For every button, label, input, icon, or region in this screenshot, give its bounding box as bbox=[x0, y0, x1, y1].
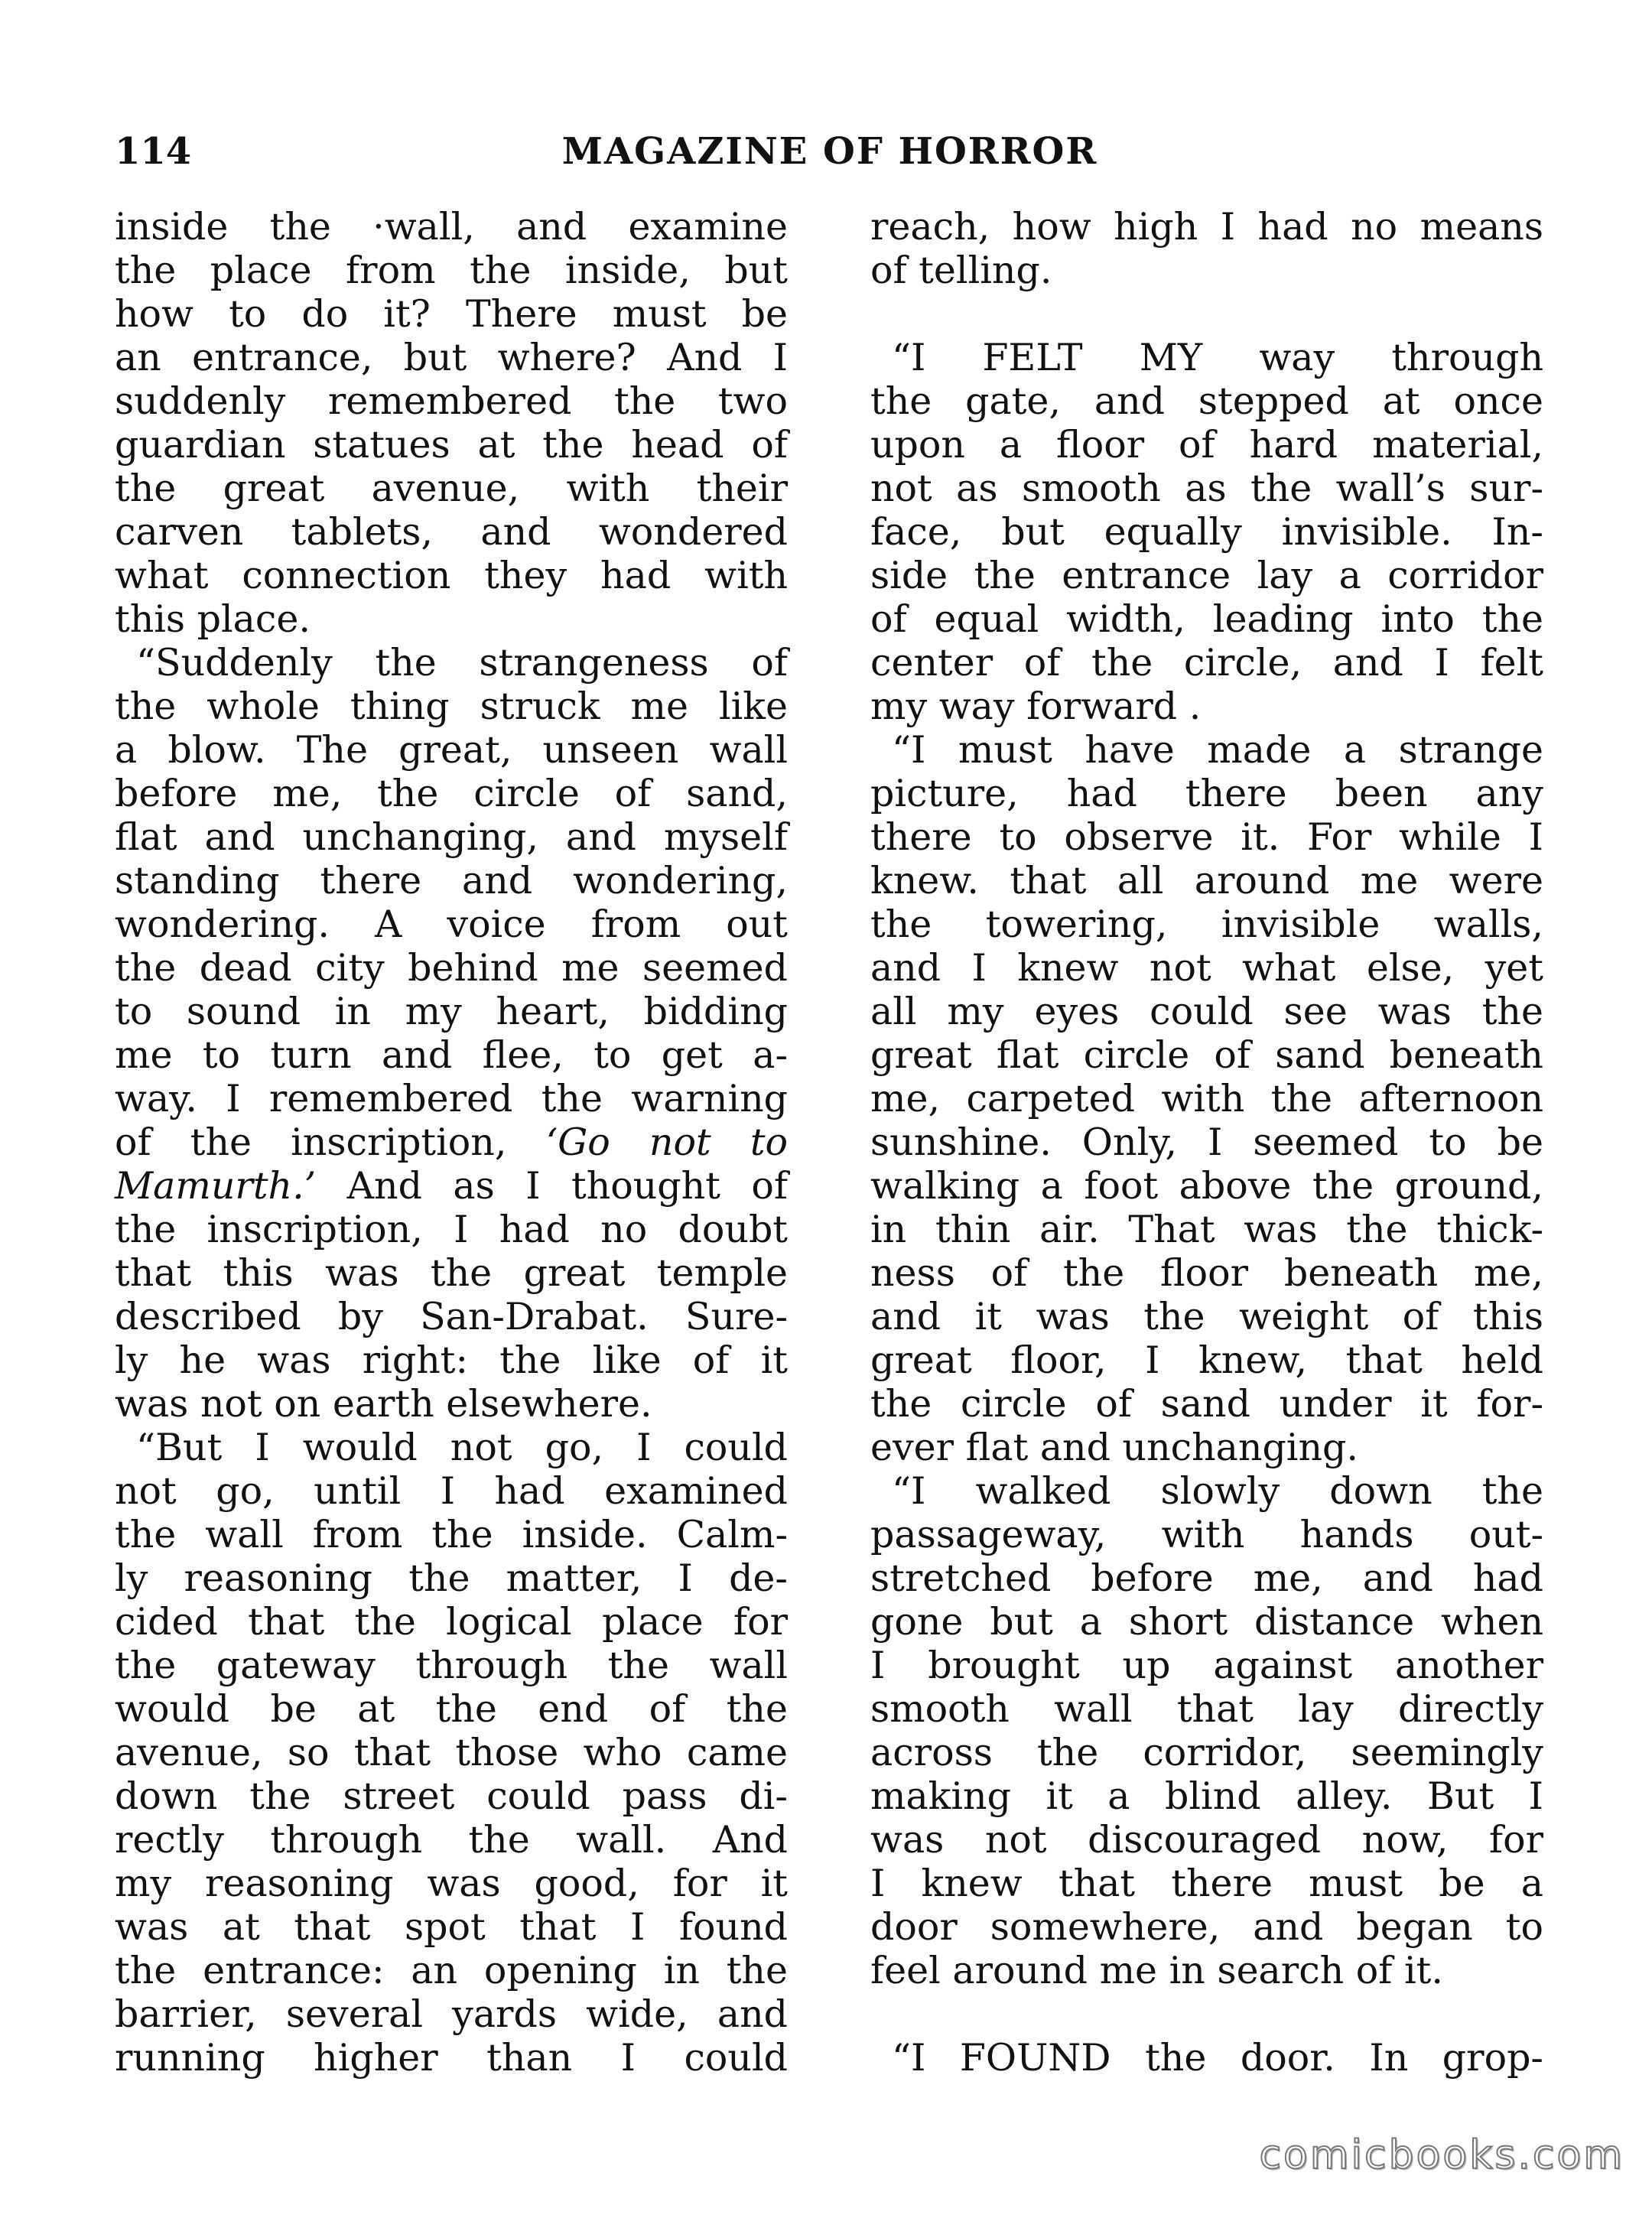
line-text: and it was the weight of this bbox=[870, 1295, 1543, 1338]
line-text: guardian statues at the head of bbox=[115, 423, 788, 467]
text-line bbox=[115, 1033, 788, 1077]
line-text: feel around me in search of it. bbox=[870, 1949, 1443, 1992]
line-text: not as smooth as the wall’s sur- bbox=[870, 467, 1543, 510]
line-text: the great avenue, with their bbox=[115, 467, 788, 510]
line-text: carven tablets, and wondered bbox=[115, 510, 788, 554]
text-line bbox=[115, 1077, 788, 1120]
text-line bbox=[870, 1033, 1543, 1077]
line-text: passageway, with hands out- bbox=[870, 1513, 1543, 1556]
text-line bbox=[115, 1687, 788, 1731]
line-italic-text: ‘Go not to bbox=[545, 1120, 789, 1164]
line-text: my way forward . bbox=[870, 685, 1202, 728]
text-line bbox=[115, 1774, 788, 1818]
text-line bbox=[870, 1120, 1543, 1164]
text-line bbox=[870, 2036, 1543, 2080]
text-line bbox=[115, 336, 788, 379]
text-line bbox=[870, 1164, 1543, 1208]
line-text: what connection they had with bbox=[115, 554, 788, 597]
text-line bbox=[115, 1251, 788, 1295]
line-text: was not on earth elsewhere. bbox=[115, 1382, 652, 1426]
text-line bbox=[870, 1208, 1543, 1251]
text-line bbox=[870, 1644, 1543, 1687]
line-text: down the street could pass di- bbox=[115, 1774, 788, 1818]
line-text: face, but equally invisible. In- bbox=[870, 510, 1543, 554]
text-line bbox=[115, 292, 788, 336]
line-text: in thin air. That was the thick- bbox=[870, 1208, 1543, 1251]
line-text: this place. bbox=[115, 597, 311, 641]
line-text: “Suddenly the strangeness of bbox=[136, 641, 788, 685]
line-text: before me, the circle of sand, bbox=[115, 772, 788, 815]
line-text: me to turn and flee, to get a- bbox=[115, 1033, 788, 1077]
line-text: great flat circle of sand beneath bbox=[870, 1033, 1543, 1077]
text-line bbox=[115, 815, 788, 859]
text-line bbox=[115, 1905, 788, 1949]
text-line bbox=[115, 1731, 788, 1774]
paragraph-break bbox=[870, 292, 1543, 336]
line-text: sunshine. Only, I seemed to be bbox=[870, 1120, 1543, 1164]
text-line bbox=[870, 990, 1543, 1033]
line-text: there to observe it. For while I bbox=[870, 815, 1543, 859]
text-line bbox=[870, 815, 1543, 859]
line-text: wondering. A voice from out bbox=[115, 902, 788, 946]
line-text: the whole thing struck me like bbox=[115, 685, 788, 728]
text-line bbox=[870, 641, 1543, 685]
text-line bbox=[870, 467, 1543, 510]
line-text: would be at the end of the bbox=[115, 1687, 788, 1731]
text-line bbox=[115, 1644, 788, 1687]
text-line bbox=[115, 1818, 788, 1862]
text-line bbox=[870, 1600, 1543, 1644]
text-line bbox=[870, 1687, 1543, 1731]
text-line bbox=[115, 1513, 788, 1556]
text-line bbox=[115, 379, 788, 423]
text-line bbox=[870, 249, 1543, 292]
line-text: suddenly remembered the two bbox=[115, 379, 788, 423]
text-line bbox=[115, 1338, 788, 1382]
text-line bbox=[115, 1120, 788, 1164]
text-line bbox=[115, 1208, 788, 1251]
line-text: ly reasoning the matter, I de- bbox=[115, 1556, 788, 1600]
watermark: comicbooks.com bbox=[1259, 2132, 1624, 2178]
text-line bbox=[870, 859, 1543, 902]
line-text: “But I would not go, I could bbox=[136, 1426, 788, 1469]
line-text: the gate, and stepped at once bbox=[870, 379, 1543, 423]
line-text: of the inscription, bbox=[115, 1120, 546, 1164]
line-text: ness of the floor beneath me, bbox=[870, 1251, 1543, 1295]
text-line bbox=[115, 902, 788, 946]
line-text: of telling. bbox=[870, 249, 1052, 292]
text-line bbox=[870, 1949, 1543, 1992]
text-line bbox=[870, 1905, 1543, 1949]
text-line bbox=[870, 1295, 1543, 1338]
line-text: all my eyes could see was the bbox=[870, 990, 1543, 1033]
text-line bbox=[870, 554, 1543, 597]
line-text: way. I remembered the warning bbox=[115, 1077, 788, 1120]
text-line bbox=[870, 1251, 1543, 1295]
line-text: I brought up against another bbox=[870, 1644, 1543, 1687]
line-text: the dead city behind me seemed bbox=[115, 946, 788, 990]
text-line bbox=[115, 685, 788, 728]
text-line bbox=[870, 423, 1543, 467]
text-line bbox=[115, 1556, 788, 1600]
text-line bbox=[870, 772, 1543, 815]
text-line bbox=[870, 1513, 1543, 1556]
line-text: the wall from the inside. Calm- bbox=[115, 1513, 788, 1556]
text-line bbox=[115, 946, 788, 990]
text-line bbox=[870, 510, 1543, 554]
line-text: the towering, invisible walls, bbox=[870, 902, 1543, 946]
text-line bbox=[870, 205, 1543, 249]
line-text: ly he was right: the like of it bbox=[115, 1338, 788, 1382]
text-line bbox=[870, 902, 1543, 946]
line-text: smooth wall that lay directly bbox=[870, 1687, 1543, 1731]
line-text: the place from the inside, but bbox=[115, 249, 788, 292]
text-line bbox=[870, 379, 1543, 423]
text-line bbox=[115, 1382, 788, 1426]
line-text: ever flat and unchanging. bbox=[870, 1426, 1358, 1469]
line-text: across the corridor, seemingly bbox=[870, 1731, 1543, 1774]
line-text: an entrance, but where? And I bbox=[115, 336, 788, 379]
text-line bbox=[115, 1426, 788, 1469]
text-line bbox=[870, 1426, 1543, 1469]
line-text: “I walked slowly down the bbox=[892, 1469, 1543, 1513]
line-text: my reasoning was good, for it bbox=[115, 1862, 788, 1905]
line-text: flat and unchanging, and myself bbox=[115, 815, 788, 859]
line-text: rectly through the wall. And bbox=[115, 1818, 788, 1862]
line-text: gone but a short distance when bbox=[870, 1600, 1543, 1644]
text-line bbox=[115, 205, 788, 249]
text-line bbox=[115, 1469, 788, 1513]
page-number: 114 bbox=[115, 130, 192, 173]
text-line bbox=[115, 510, 788, 554]
line-text: side the entrance lay a corridor bbox=[870, 554, 1543, 597]
text-line bbox=[115, 1600, 788, 1644]
text-line bbox=[870, 1731, 1543, 1774]
line-text: running higher than I could bbox=[115, 2036, 788, 2080]
magazine-title: MAGAZINE OF HORROR bbox=[561, 130, 1098, 173]
text-line bbox=[115, 554, 788, 597]
text-line bbox=[115, 1862, 788, 1905]
line-text: “I must have made a strange bbox=[892, 728, 1543, 772]
page-header bbox=[115, 128, 1545, 190]
text-line bbox=[115, 1949, 788, 1992]
text-line bbox=[870, 336, 1543, 379]
text-line bbox=[870, 728, 1543, 772]
line-text-after: And as I thought of bbox=[316, 1164, 788, 1208]
line-text: inside the ·wall, and examine bbox=[115, 205, 788, 249]
line-text: the gateway through the wall bbox=[115, 1644, 788, 1687]
line-text: the circle of sand under it for- bbox=[870, 1382, 1543, 1426]
line-text: how to do it? There must be bbox=[115, 292, 788, 336]
text-line bbox=[870, 1338, 1543, 1382]
line-text: center of the circle, and I felt bbox=[870, 641, 1543, 685]
text-line bbox=[115, 249, 788, 292]
text-line bbox=[870, 1077, 1543, 1120]
left-text-column bbox=[115, 205, 788, 2080]
line-text: upon a floor of hard material, bbox=[870, 423, 1543, 467]
line-text: me, carpeted with the afternoon bbox=[870, 1077, 1543, 1120]
line-text: making it a blind alley. But I bbox=[870, 1774, 1543, 1818]
line-text: standing there and wondering, bbox=[115, 859, 788, 902]
line-text: avenue, so that those who came bbox=[115, 1731, 788, 1774]
line-text: a blow. The great, unseen wall bbox=[115, 728, 788, 772]
text-line bbox=[870, 1818, 1543, 1862]
text-line bbox=[115, 859, 788, 902]
line-text: to sound in my heart, bidding bbox=[115, 990, 788, 1033]
line-text: I knew that there must be a bbox=[870, 1862, 1543, 1905]
line-text: barrier, several yards wide, and bbox=[115, 1992, 788, 2036]
right-text-column bbox=[870, 205, 1543, 2080]
text-line bbox=[870, 1862, 1543, 1905]
line-text: that this was the great temple bbox=[115, 1251, 788, 1295]
line-text: cided that the logical place for bbox=[115, 1600, 788, 1644]
text-line bbox=[115, 467, 788, 510]
line-text: picture, had there been any bbox=[870, 772, 1543, 815]
line-text: of equal width, leading into the bbox=[870, 597, 1543, 641]
text-line bbox=[115, 1164, 788, 1208]
text-line bbox=[870, 946, 1543, 990]
line-text: “I FOUND the door. In grop- bbox=[892, 2036, 1543, 2080]
line-text: great floor, I knew, that held bbox=[870, 1338, 1543, 1382]
text-line bbox=[115, 423, 788, 467]
text-line bbox=[870, 1556, 1543, 1600]
text-line bbox=[115, 641, 788, 685]
line-text: stretched before me, and had bbox=[870, 1556, 1543, 1600]
text-line bbox=[870, 1382, 1543, 1426]
line-text: not go, until I had examined bbox=[115, 1469, 788, 1513]
text-line bbox=[115, 990, 788, 1033]
line-text: was at that spot that I found bbox=[115, 1905, 788, 1949]
text-line bbox=[115, 772, 788, 815]
text-line bbox=[870, 597, 1543, 641]
text-line bbox=[870, 1469, 1543, 1513]
line-text: the inscription, I had no doubt bbox=[115, 1208, 788, 1251]
text-line bbox=[870, 1774, 1543, 1818]
text-line bbox=[115, 1295, 788, 1338]
line-text: walking a foot above the ground, bbox=[870, 1164, 1543, 1208]
line-text: “I FELT MY way through bbox=[892, 336, 1543, 379]
text-line bbox=[115, 1992, 788, 2036]
text-line bbox=[870, 685, 1543, 728]
line-text: knew. that all around me were bbox=[870, 859, 1543, 902]
line-text: door somewhere, and began to bbox=[870, 1905, 1543, 1949]
text-line bbox=[115, 597, 788, 641]
line-text: and I knew not what else, yet bbox=[870, 946, 1543, 990]
line-text: reach, how high I had no means bbox=[870, 205, 1543, 249]
text-line bbox=[115, 2036, 788, 2080]
line-text: the entrance: an opening in the bbox=[115, 1949, 788, 1992]
line-italic-text: Mamurth.’ bbox=[115, 1164, 317, 1208]
line-text: described by San-Drabat. Sure- bbox=[115, 1295, 788, 1338]
text-line bbox=[115, 728, 788, 772]
paragraph-break bbox=[870, 1992, 1543, 2036]
line-text: was not discouraged now, for bbox=[870, 1818, 1543, 1862]
